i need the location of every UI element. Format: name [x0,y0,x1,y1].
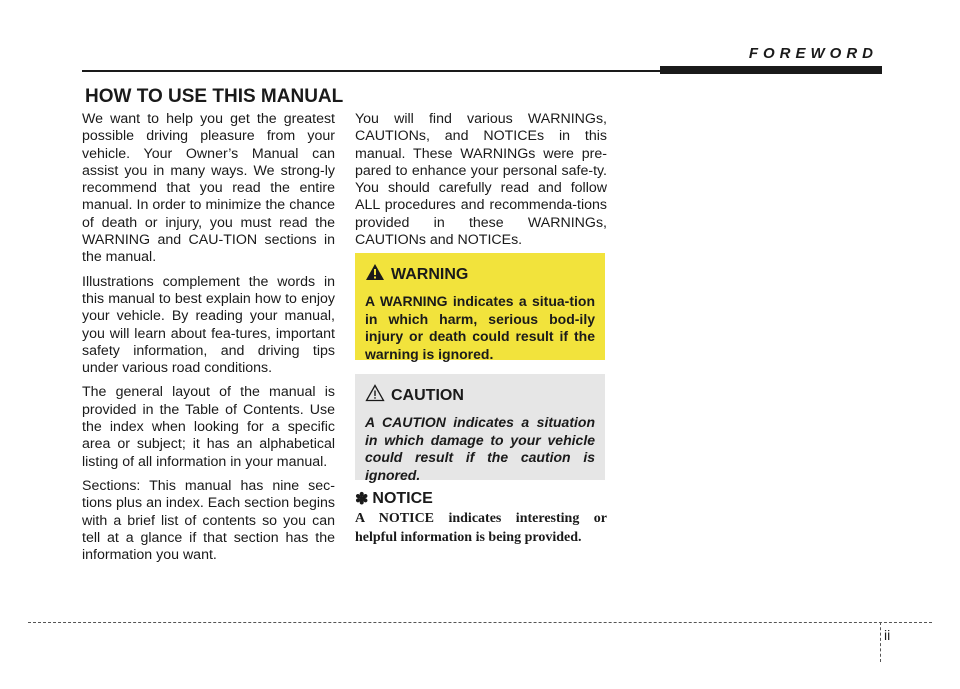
footer-divider [880,622,881,662]
notice-label: NOTICE [372,490,433,507]
left-column [82,111,335,571]
warning-label: WARNING [391,265,469,283]
notice-star-icon: ✽ [355,491,369,508]
notice-text: A NOTICE indicates interesting or helpful information is being provided. [355,511,607,545]
paragraph-intro: We want to help you get the greatest possible driving pleasure from your vehicle. Your Owner’s Manual can assist you in many ways. We strong-ly recommend that you read the entire manual. In order to minimize the chance of death or injury, you must read the WARNING and CAU-TION sections in the manual. [82,111,335,266]
warning-box [355,253,605,360]
section-header-label: FOREWORD [748,45,878,62]
page-number: ii [884,627,891,643]
caution-box [355,374,605,483]
warning-triangle-icon [365,263,385,286]
footer-rule [28,622,932,623]
warning-text: A WARNING indicates a situa-tion in which harm, serious bod-ily injury or death could result if the warning is ignored. [365,293,595,362]
right-column-intro: You will find various WARNINGs, CAUTIONs, and NOTICEs in this manual. These WARNINGs were pre-pared to enhance your personal safe-ty. You should carefully read and follow ALL procedures and recommenda-tions provided in these WARNINGs, CAUTIONs and NOTICEs. [355,111,607,249]
caution-triangle-icon [365,384,385,407]
header-rule [82,70,660,72]
paragraph-layout: The general layout of the manual is provided in the Table of Contents. Use the index when looking for a specific area or subject; it has an alphabetical listing of all information in your manual. [82,384,335,470]
page-title: HOW TO USE THIS MANUAL [85,86,344,107]
caution-text: A CAUTION indicates a situation in which damage to your vehicle could result if the caution is ignored. [365,414,595,483]
notice-heading [355,489,433,509]
paragraph-illustrations: Illustrations complement the words in this manual to best explain how to enjoy your vehicle. By reading your manual, you will learn about fea-tures, important safety information, and driving tips under various road conditions. [82,273,335,377]
paragraph-sections: Sections: This manual has nine sec-tions plus an index. Each section begins with a brief list of contents so you can tell at a glance if that section has the information you want. [82,477,335,564]
caution-label: CAUTION [391,386,464,404]
header-rule-accent [660,66,882,74]
